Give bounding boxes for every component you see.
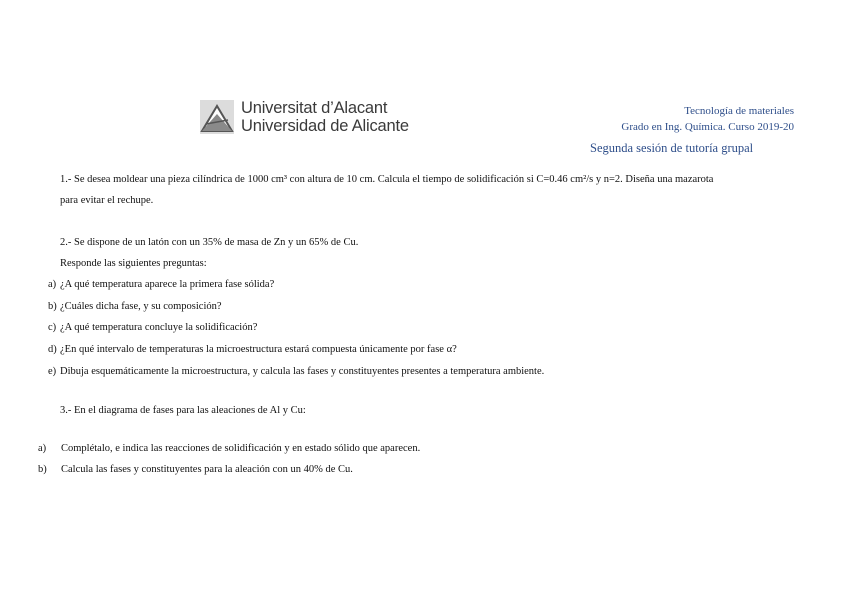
item-text: ¿Cuáles dicha fase, y su composición? <box>60 301 222 312</box>
question-2-item-e <box>48 366 544 377</box>
course-header <box>621 103 794 135</box>
course-title: Tecnología de materiales <box>684 105 794 117</box>
question-2-item-d <box>48 344 457 355</box>
session-title: Segunda sesión de tutoría grupal <box>590 141 754 155</box>
degree-line: Grado en Ing. Química. Curso 2019-20 <box>621 121 794 133</box>
item-marker: a) <box>48 279 57 290</box>
item-marker: d) <box>48 344 57 355</box>
question-2-item-b <box>48 301 222 312</box>
item-text: Calcula las fases y constituyentes para la aleación con un 40% de Cu. <box>61 464 353 475</box>
item-text: ¿A qué temperatura aparece la primera fase sólida? <box>60 279 275 290</box>
item-marker: e) <box>48 366 57 377</box>
question-2-item-c <box>48 322 257 333</box>
item-marker: c) <box>48 322 57 333</box>
university-logo <box>200 97 409 137</box>
item-text: ¿A qué temperatura concluye la solidificación? <box>60 322 258 333</box>
university-emblem-icon <box>200 100 234 134</box>
question-2-intro: 2.- Se dispone de un latón con un 35% de masa de Zn y un 65% de Cu. <box>60 237 359 248</box>
question-2-item-a <box>48 279 274 290</box>
question-3-item-b <box>38 464 353 475</box>
question-3-item-a <box>38 443 420 454</box>
question-2-prompt: Responde las siguientes preguntas: <box>60 258 207 269</box>
item-marker: a) <box>38 443 47 454</box>
question-3-intro: 3.- En el diagrama de fases para las aleaciones de Al y Cu: <box>60 405 306 416</box>
university-name-valencian: Universitat d’Alacant <box>241 99 388 117</box>
item-marker: b) <box>48 301 57 312</box>
item-text: Complétalo, e indica las reacciones de solidificación y en estado sólido que aparecen. <box>61 443 421 454</box>
university-name-spanish: Universidad de Alicante <box>241 117 409 135</box>
question-1-line-2: para evitar el rechupe. <box>60 195 154 206</box>
question-1-line-1: 1.- Se desea moldear una pieza cilíndrica de 1000 cm³ con altura de 10 cm. Calcula el tiempo de solidificación si C=0.46 cm²/s y n=2. Diseña una mazarota <box>60 174 714 185</box>
item-text: ¿En qué intervalo de temperaturas la microestructura estará compuesta únicamente por fase α? <box>60 344 457 355</box>
item-text: Dibuja esquemáticamente la microestructura, y calcula las fases y constituyentes presentes a temperatura ambiente. <box>60 366 545 377</box>
university-name <box>241 99 409 135</box>
item-marker: b) <box>38 464 47 475</box>
